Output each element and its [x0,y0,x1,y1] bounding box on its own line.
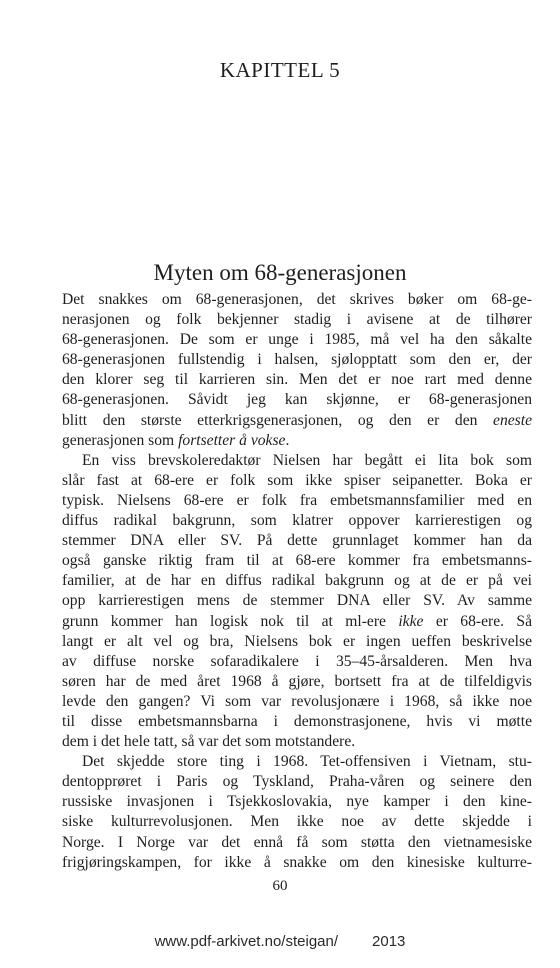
chapter-heading: KAPITTEL 5 [219,58,341,82]
text-line [62,712,532,732]
text-line [62,471,532,491]
text-line [62,612,532,632]
text-run: også ganske riktig fram til at 68-ere kommer fra embetsmanns- [62,552,532,570]
text-run: 68-generasjonen. Såvidt jeg kan skjønne, er 68-generasjonen [62,391,532,409]
text-line [62,732,532,752]
text-line [62,772,532,792]
text-run: Norge. I Norge var det ennå få som støtta den vietnamesiske [62,833,532,851]
text-line [62,431,532,451]
section-title: Myten om 68-generasjonen [153,260,407,285]
text-run: diffus radikal bakgrunn, som klatrer oppover karrierestigen og [62,512,532,530]
text-line [62,812,532,832]
text-line [62,531,532,551]
text-line [62,290,532,310]
text-line [62,752,532,772]
text-line [62,591,532,611]
text-line [62,310,532,330]
text-line [62,370,532,390]
text-run: typisk. Nielsens 68-ere er folk fra embetsmannsfamilier med en [62,491,532,509]
page-number: 60 [272,878,288,894]
text-run: er 68-ere. Så [423,612,532,630]
text-run: Det snakkes om 68-generasjonen, det skrives bøker om 68-ge- [62,291,532,308]
text-run: nerasjonen og folk bekjenner stadig i avisene at de tilhører [62,311,532,329]
text-run: av diffuse norske sofaradikalere i 35–45-årsalderen. Men hva [62,652,532,670]
text-run: slår fast at 68-ere er folk som ikke spiser seipanetter. Boka er [62,471,532,489]
text-run: familier, at de har en diffus radikal bakgrunn og at de er på vei [62,572,532,590]
text-run: russiske invasjonen i Tsjekkoslovakia, nye kamper i den kine- [62,793,532,811]
text-run: blitt den største etterkrigsgenerasjonen, og den er den [62,411,494,429]
text-run: siske kulturrevolusjonen. Men ikke noe av dette skjedde i [62,813,532,831]
source-footer [0,933,560,950]
text-line [62,390,532,410]
text-run: levde den gangen? Vi som var revolusjonære i 1968, så ikke noe [62,692,532,710]
text-run: til disse embetsmannsbarna i demonstrasjonene, hvis vi møtte [62,712,532,730]
text-line [62,853,532,873]
text-line [62,491,532,511]
source-url: www.pdf-arkivet.no/steigan/ [154,933,339,950]
text-run: generasjonen som [62,431,179,449]
body-text [62,290,532,873]
text-run: den klorer seg til karrieren sin. Men det er noe rart med denne [62,371,532,389]
text-line [62,511,532,531]
text-run: søren har de med året 1968 å gjøre, bortsett fra at de tilfeldigvis [62,672,532,690]
text-run: En viss brevskoleredaktør Nielsen har begått ei lita bok som [82,451,532,469]
text-run: opp karrierestigen mens de stemmer DNA eller SV. Av samme [62,592,532,610]
text-run: . [285,431,290,449]
text-run: dem i det hele tatt, så var det som motstandere. [62,733,356,751]
text-run: Det skjedde store ting i 1968. Tet-offensiven i Vietnam, stu- [82,753,532,771]
text-line [62,411,532,431]
emphasis-text: eneste [493,411,532,429]
text-line [62,692,532,712]
text-line [62,451,532,471]
emphasis-text: fortsetter å vokse [178,431,286,449]
text-run: langt er alt vel og bra, Nielsens bok er ingen ueffen beskrivelse [62,632,532,650]
text-run: 68-generasjonen. De som er unge i 1985, må vel ha den såkalte [62,331,532,349]
text-line [62,350,532,370]
text-run: frigjøringskampen, for ikke å snakke om den kinesiske kulturre- [62,853,532,871]
text-line [62,652,532,672]
text-run: dentopprøret i Paris og Tyskland, Praha-våren og seinere den [62,773,532,791]
text-line [62,833,532,853]
text-line [62,632,532,652]
text-line [62,571,532,591]
text-line [62,551,532,571]
text-line [62,792,532,812]
text-line [62,672,532,692]
text-run: grunn kommer han logisk nok til at ml-ere [62,612,399,630]
emphasis-text: ikke [398,612,424,630]
text-line [62,330,532,350]
source-year: 2013 [372,933,406,950]
text-run: 68-generasjonen fullstendig i halsen, sjølopptatt som den er, der [62,351,532,369]
text-run: stemmer DNA eller SV. På dette grunnlaget kommer han da [62,532,532,550]
